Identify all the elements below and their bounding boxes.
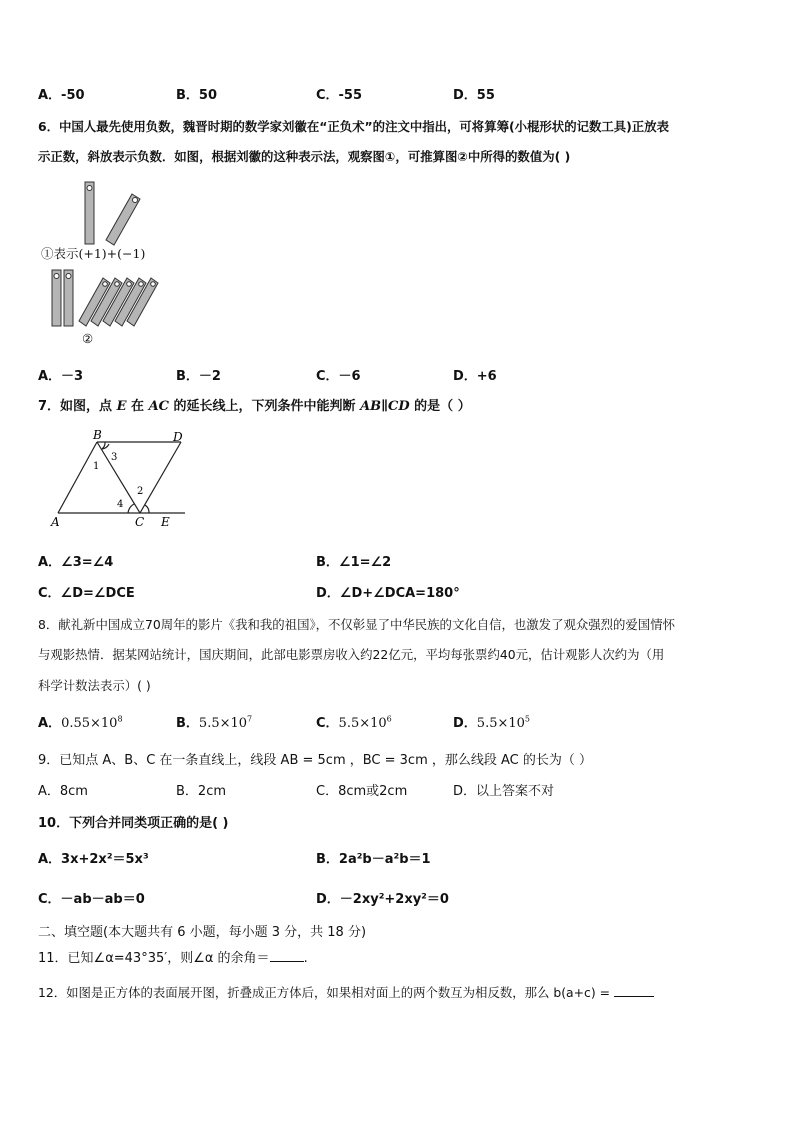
q11-stem: 11．已知∠α=43°35′，则∠α 的余角＝ . xyxy=(38,951,308,966)
q8-option-a: A．$0.55\times 10^8$ xyxy=(38,714,123,731)
q8-stem-line1: 8．献礼新中国成立70周年的影片《我和我的祖国》，不仅彰显了中华民族的文化自信，也激发了观众强烈的爱国情怀 xyxy=(38,617,675,632)
rod-upright-1 xyxy=(85,182,94,244)
figure-2-label: ② xyxy=(82,331,94,346)
label-A: A xyxy=(51,515,60,529)
section-heading-fill-in: 二、填空题(本大题共有 6 小题，每小题 3 分，共 18 分) xyxy=(38,925,367,940)
figure-1-label: ①表示(+1)+(−1) xyxy=(41,246,146,261)
q6-option-b: B．－2 xyxy=(176,369,221,384)
q7-option-c: C．∠D=∠DCE xyxy=(38,586,135,601)
q8-option-d: D．$5.5\times 10^5$ xyxy=(453,714,530,731)
geometry-figure-parallel xyxy=(45,430,195,530)
q6-option-c: C．－6 xyxy=(316,369,361,384)
q9-option-c: C．8cm或2cm xyxy=(316,784,408,799)
q6-option-d: D．+6 xyxy=(453,369,497,384)
q5-option-c: C．-55 xyxy=(316,88,363,103)
q12-stem: 12．如图是正方体的表面展开图，折叠成正方体后，如果相对面上的两个数互为相反数，那么 b(a+c) = xyxy=(38,983,654,1001)
q8-option-c: C．$5.5\times 10^6$ xyxy=(316,714,392,731)
rod-slanted-group xyxy=(79,278,158,326)
q7-option-d: D．∠D+∠DCA=180° xyxy=(316,586,460,601)
label-B: B xyxy=(93,428,102,442)
q10-stem: 10．下列合并同类项正确的是( ) xyxy=(38,816,229,831)
q9-option-a: A．8cm xyxy=(38,784,88,799)
rod-upright-2 xyxy=(52,270,73,326)
q6-option-a: A．－3 xyxy=(38,369,84,384)
angle-label-4: 4 xyxy=(117,499,124,510)
label-D: D xyxy=(173,430,183,444)
q10-option-b: B．2a²b－a²b＝1 xyxy=(316,852,431,867)
q8-stem-line2: 与观影热情．据某网站统计，国庆期间，此部电影票房收入约22亿元，平均每张票约40元，估计观影人次约为（用 xyxy=(38,647,665,662)
q10-option-d: D．－2xy²+2xy²＝0 xyxy=(316,892,449,907)
q6-stem-line2: 示正数，斜放表示负数．如图，根据刘徽的这种表示法，观察图①，可推算图②中所得的数值为( ) xyxy=(38,149,571,164)
q8-stem-line3: 科学计数法表示）( ) xyxy=(38,678,151,693)
angle-label-3: 3 xyxy=(111,452,118,463)
angle-label-1: 1 xyxy=(93,461,100,472)
counting-rods-figure xyxy=(40,178,170,348)
angle-label-2: 2 xyxy=(137,486,144,497)
q10-option-a: A．3x+2x²＝5x³ xyxy=(38,852,149,867)
q5-option-a: A．-50 xyxy=(38,88,85,103)
q9-stem: 9．已知点 A、B、C 在一条直线上，线段 AB = 5cm ，BC = 3cm ，那么线段 AC 的长为（ ） xyxy=(38,753,593,768)
q10-option-c: C．－ab－ab＝0 xyxy=(38,892,145,907)
label-C: C xyxy=(135,515,145,529)
q9-option-b: B．2cm xyxy=(176,784,227,799)
q7-option-b: B．∠1=∠2 xyxy=(316,555,392,570)
q5-option-d: D．55 xyxy=(453,88,495,103)
rod-slanted-1 xyxy=(106,194,140,245)
label-E: E xyxy=(161,515,170,529)
q9-option-d: D．以上答案不对 xyxy=(453,784,555,799)
q8-option-b: B．$5.5\times 10^7$ xyxy=(176,714,253,731)
q5-option-b: B．50 xyxy=(176,88,217,103)
q7-stem: 7．如图，点 E 在 AC 的延长线上，下列条件中能判断 AB∥CD 的是（ ） xyxy=(38,399,471,414)
q6-stem-line1: 6．中国人最先使用负数，魏晋时期的数学家刘徽在“正负术”的注文中指出，可将算筹(小棍形状的记数工具)正放表 xyxy=(38,119,669,134)
q7-option-a: A．∠3=∠4 xyxy=(38,555,114,570)
